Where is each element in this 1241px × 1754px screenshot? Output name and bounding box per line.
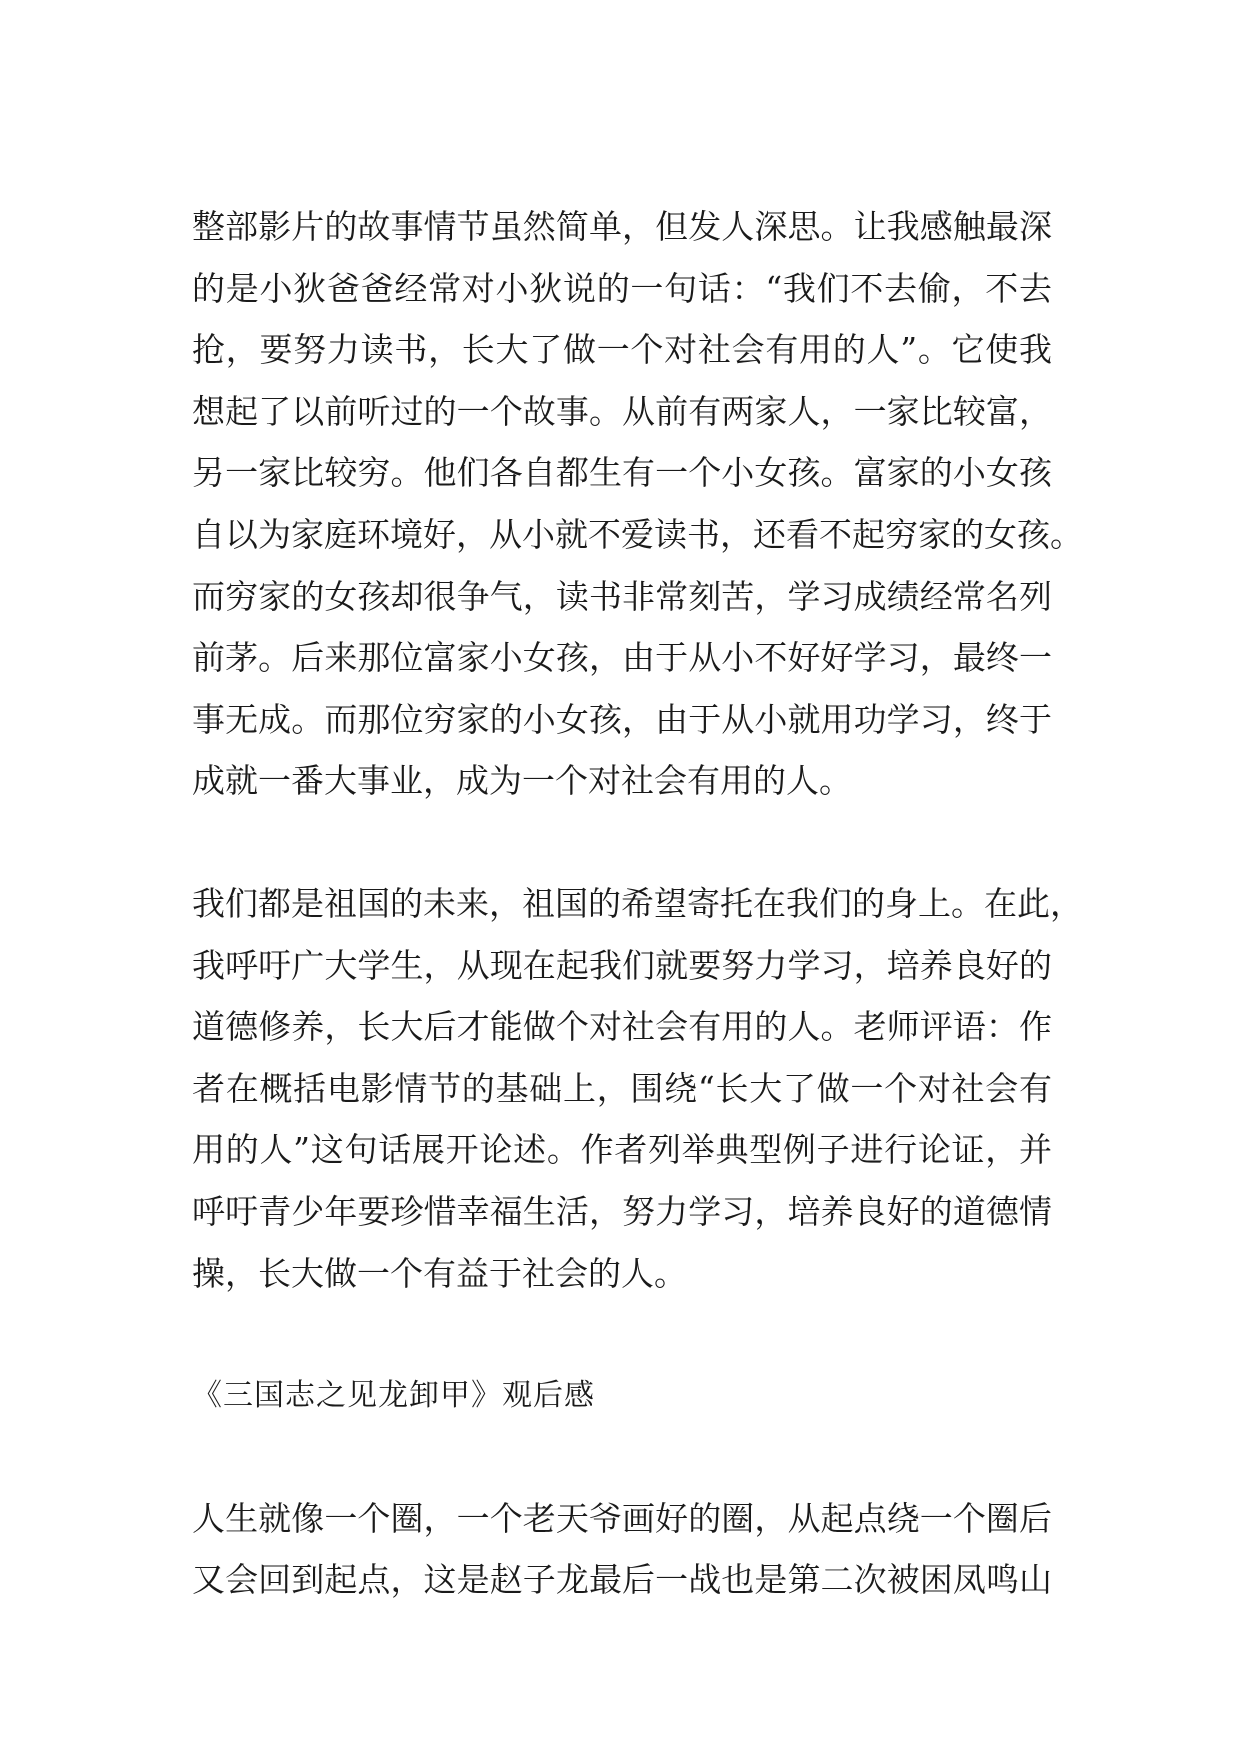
text-line: 事无成。而那位穷家的小女孩，由于从小就用功学习，终于 [192,699,1052,739]
text-line: 的是小狄爸爸经常对小狄说的一句话：“我们不去偷，不去 [192,268,1052,308]
text-line: 成就一番大事业，成为一个对社会有用的人。 [192,761,852,801]
text-line: 自以为家庭环境好，从小就不爱读书，还看不起穷家的女孩。 [192,514,1083,554]
text-line: 前茅。后来那位富家小女孩，由于从小不好好学习，最终一 [192,638,1052,678]
text-line: 我呼吁广大学生，从现在起我们就要努力学习，培养良好的 [192,945,1052,985]
text-line: 呼吁青少年要珍惜幸福生活，努力学习，培养良好的道德情 [192,1191,1052,1231]
text-line: 者在概括电影情节的基础上，围绕“长大了做一个对社会有 [192,1068,1052,1108]
section-title: 《三国志之见龙卸甲》观后感 [192,1378,595,1414]
text-line: 另一家比较穷。他们各自都生有一个小女孩。富家的小女孩 [192,453,1052,493]
paragraph-teacher-comment [192,873,1083,1304]
text-line: 操，长大做一个有益于社会的人。 [192,1253,687,1293]
paragraph-sanguo-review [192,1488,1052,1611]
text-line: 想起了以前听过的一个故事。从前有两家人，一家比较富， [192,391,1052,431]
text-line: 又会回到起点，这是赵子龙最后一战也是第二次被困凤鸣山 [192,1560,1052,1600]
text-line: 用的人”这句话展开论述。作者列举典型例子进行论证，并 [192,1130,1052,1170]
paragraph-film-story [192,196,1083,812]
text-line: 我们都是祖国的未来，祖国的希望寄托在我们的身上。在此， [192,883,1083,923]
text-line: 抢，要努力读书，长大了做一个对社会有用的人”。它使我 [192,330,1052,370]
text-line: 整部影片的故事情节虽然简单，但发人深思。让我感触最深 [192,207,1052,246]
document-body [192,196,1083,1672]
text-line: 道德修养，长大后才能做个对社会有用的人。老师评语：作 [192,1007,1052,1047]
text-line: 人生就像一个圈，一个老天爷画好的圈，从起点绕一个圈后 [192,1498,1052,1538]
text-line: 而穷家的女孩却很争气，读书非常刻苦，学习成绩经常名列 [192,576,1052,616]
